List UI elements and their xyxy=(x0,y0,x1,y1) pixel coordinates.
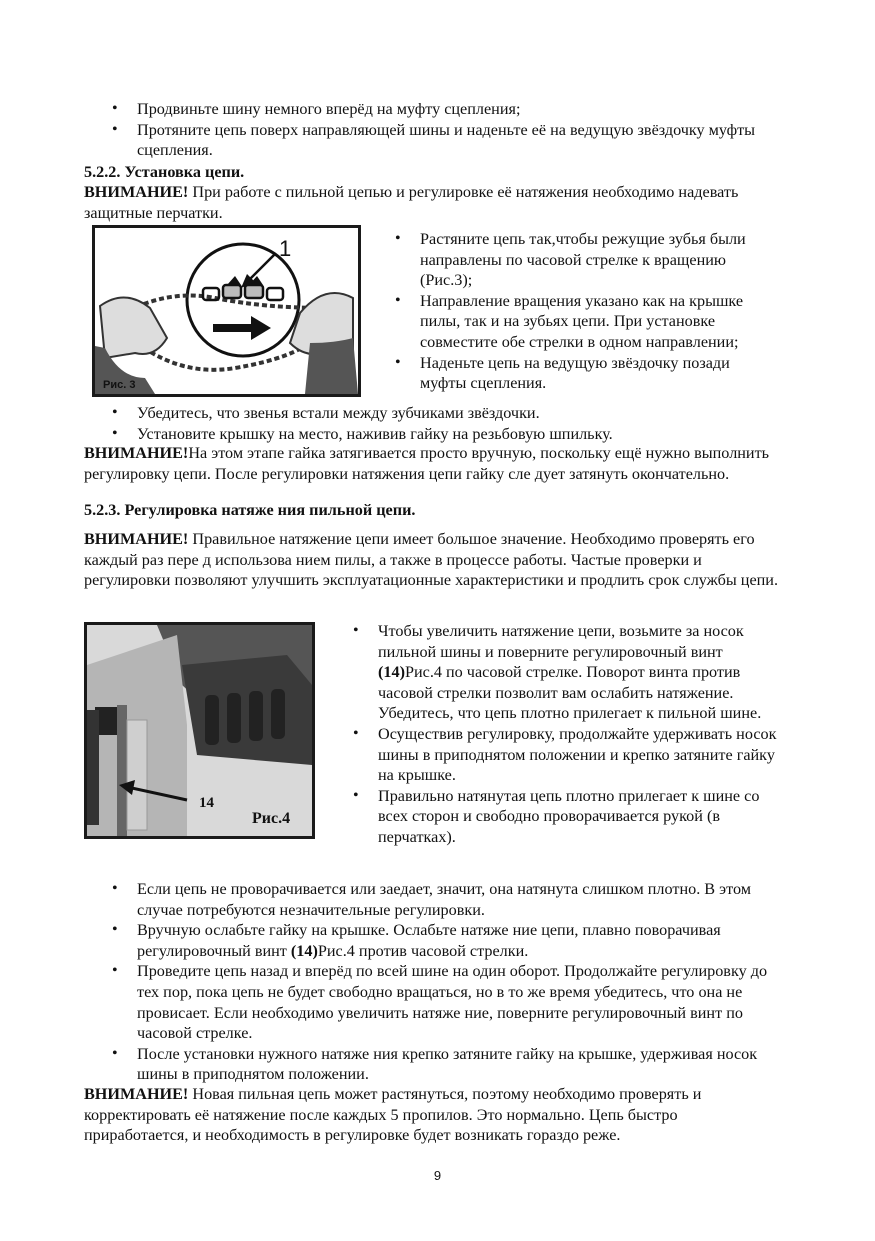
text-part: Вручную ослабьте гайку на крышке. Ослабьте натяже ние цепи, плавно поворачивая регулировочный винт xyxy=(137,921,721,960)
list-item xyxy=(112,879,777,920)
list-item xyxy=(112,920,777,961)
figure-caption: Рис.4 xyxy=(252,810,291,827)
warning-label: ВНИМАНИЕ! xyxy=(84,183,189,201)
warning-text: Новая пильная цепь может растянуться, поэтому необходимо проверять и корректировать её натяжение после каждых 5 пропилов. Это нормально. Цепь быстро приработается, и необходимость в регулировке будет возникать гораздо реже. xyxy=(84,1085,702,1145)
chain-drawing xyxy=(95,228,358,394)
final-warning-paragraph xyxy=(84,1084,784,1146)
bold-ref: (14) xyxy=(378,663,405,682)
list-item xyxy=(353,786,778,848)
figure-4-side-bullets xyxy=(353,621,778,848)
warning-text: На этом этапе гайка затягивается просто вручную, поскольку ещё нужно выполнить регулировку цепи. После регулировки натяжения цепи гайку сле дует затянуть окончательно. xyxy=(84,444,770,483)
list-item xyxy=(353,724,778,786)
warning-label: ВНИМАНИЕ! xyxy=(84,444,189,462)
warning-paragraph xyxy=(84,182,784,223)
figure-caption: Рис. 3 xyxy=(103,379,136,391)
figure-number-label: 1 xyxy=(279,236,292,261)
text-part: После установки нужного натяже ния крепко затяните гайку на крышке, удерживая носок шины в приподнятом положении. xyxy=(137,1044,758,1084)
list-item: • Убедитесь, что звенья встали между зубчиками звёздочки. xyxy=(112,403,772,424)
bold-ref: (14) xyxy=(290,941,318,960)
list-item: • Растяните цепь так,чтобы режущие зубья были направлены по часовой стрелке к вращению (Рис.3); xyxy=(395,229,780,291)
top-bullet-list xyxy=(112,99,772,161)
saw-body-drawing xyxy=(87,625,312,836)
page-number: 9 xyxy=(433,1168,442,1183)
list-item: • Направление вращения указано как на крышке пилы, так и на зубьях цепи. При установке совместите обе стрелки в одном направлении; xyxy=(395,291,780,353)
list-item xyxy=(112,961,777,1043)
figure-3-chain-illustration xyxy=(92,225,361,397)
warning-paragraph-3 xyxy=(84,529,784,591)
figure-3-side-bullets xyxy=(395,229,780,394)
warning-text: Правильное натяжение цепи имеет большое значение. Необходимо проверять его каждый раз пере д использова нием пилы, а также в процессе работы. Частые проверки и регулировки позволяют улучшить эксплуатационные характеристики и продлить срок службы цепи. xyxy=(84,530,779,590)
pointer-label: 14 xyxy=(199,795,214,811)
warning-text: При работе с пильной цепью и регулировке её натяжения необходимо надевать защитные перчатки. xyxy=(84,183,739,222)
text-part: Рис.4 по часовой стрелке. Поворот винта против часовой стрелки позволит вам ослабить натяжение. Убедитесь, что цепь плотно прилегает к пильной шине. xyxy=(378,663,762,723)
list-item: • Установите крышку на место, наживив гайку на резьбовую шпильку. xyxy=(112,424,772,445)
text-part: Проведите цепь назад и вперёд по всей шине на один оборот. Продолжайте регулировку до тех пор, пока цепь не будет свободно вращаться, но в то же время убедитесь, что она не провисает. Если необходимо увеличить натяже ние, поверните регулировочный винт по часовой стрелке. xyxy=(137,962,768,1043)
text-part: Чтобы увеличить натяжение цепи, возьмите за носок пильной шины и поверните регулировочный винт xyxy=(378,622,744,661)
heading-text: 5.2.3. Регулировка натяже ния пильной цепи. xyxy=(84,501,416,519)
warning-paragraph-2 xyxy=(84,443,784,484)
list-item: • Наденьте цепь на ведущую звёздочку позади муфты сцепления. xyxy=(395,353,780,394)
list-item: • Продвиньте шину немного вперёд на муфту сцепления; xyxy=(112,99,772,120)
heading-text: 5.2.2. Установка цепи. xyxy=(84,163,245,181)
bullets-after-figure-4 xyxy=(112,879,777,1085)
warning-label: ВНИМАНИЕ! xyxy=(84,1085,189,1103)
list-item xyxy=(112,1044,777,1085)
warning-label: ВНИМАНИЕ! xyxy=(84,530,189,548)
list-item: • Протяните цепь поверх направляющей шины и наденьте её на ведущую звёздочку муфты сцепления. xyxy=(112,120,772,161)
figure-4-tension-screw-photo xyxy=(84,622,315,839)
section-heading-522 xyxy=(84,162,244,183)
text-part: Рис.4 против часовой стрелки. xyxy=(317,941,529,960)
text-part: Если цепь не проворачивается или заедает, значит, она натянута слишком плотно. В этом случае потребуются незначительные регулировки. xyxy=(137,880,751,919)
text-part: Правильно натянутая цепь плотно прилегает к шине со всех сторон и свободно проворачивается рукой (в перчатках). xyxy=(378,786,760,846)
list-item xyxy=(353,621,778,724)
bullets-after-figure-3 xyxy=(112,403,772,444)
text-part: Осуществив регулировку, продолжайте удерживать носок шины в приподнятом положении и крепко затяните гайку на крышке. xyxy=(378,724,777,785)
section-heading-523 xyxy=(84,500,415,521)
